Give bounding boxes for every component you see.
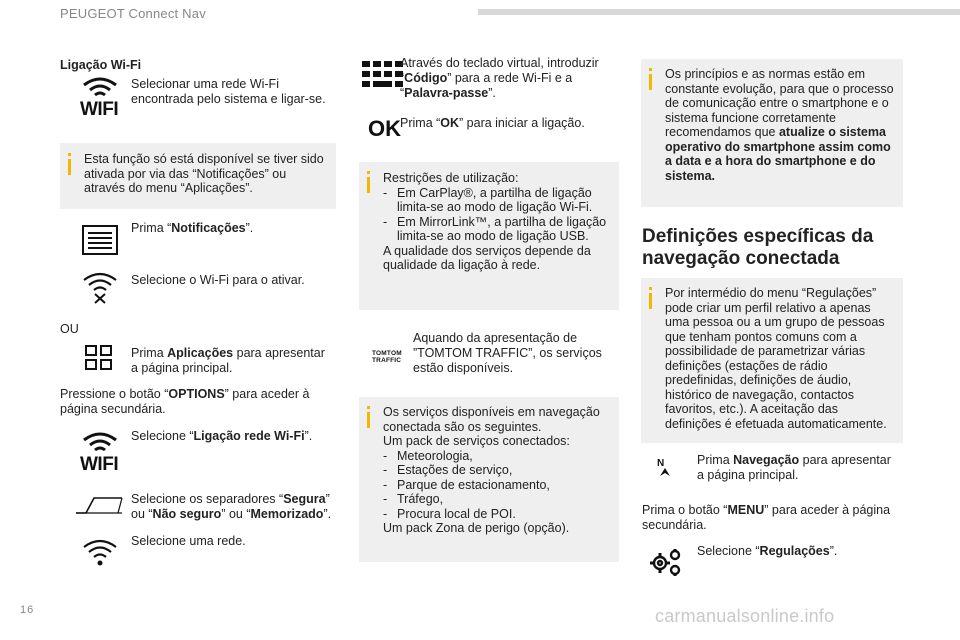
notifications-icon [80, 224, 120, 260]
tomtom-traffic-text: Aquando da apresentação de ”TOMTOM TRAFFIC”, os serviços estão disponíveis. [413, 331, 602, 375]
step-settings: Selecione “Regulações”. [697, 544, 838, 558]
info-note-smartphone [641, 59, 903, 207]
tab-separator-icon [74, 495, 124, 519]
list-item: - Parque de estacionamento, [383, 477, 550, 492]
info-note-settings [641, 278, 903, 443]
section-heading-wifi: Ligação Wi-Fi [60, 58, 142, 72]
page-number: 16 [20, 604, 35, 616]
note-bar [367, 177, 370, 193]
step-options: Pressione o botão “OPTIONS” para aceder à página secundária. [60, 387, 310, 416]
note-dot [367, 171, 370, 174]
header-bar [478, 9, 960, 15]
navigation-icon [656, 456, 676, 482]
wifi-icon [78, 75, 122, 121]
step-select-network-2: Selecione uma rede. [131, 534, 246, 548]
info-note-services [359, 397, 619, 562]
info-note-availability [60, 143, 336, 209]
step-wifi-connection: Selecione “Ligação rede Wi-Fi”. [131, 429, 313, 443]
note-text: Esta função só está disponível se tiver sido ativada por via das “Notificações” ou através do menu “Aplicações”. [84, 152, 324, 195]
step-navigation: Prima Navegação para apresentar a página principal. [697, 453, 891, 482]
note-bar [68, 159, 71, 175]
step-activate-wifi: Selecione o Wi-Fi para o ativar. [131, 273, 305, 287]
wifi-network-icon [80, 537, 120, 571]
list-item: - Procura local de POI. [383, 506, 516, 521]
note-bar [367, 412, 370, 428]
note-bar [649, 293, 652, 309]
step-select-tabs: Selecione os separadores “Segura” ou “Não seguro” ou “Memorizado”. [131, 492, 332, 521]
svg-text:N: N [657, 458, 665, 469]
note-bar [649, 74, 652, 90]
wifi-label: WIFI [80, 99, 119, 120]
info-note-restrictions [359, 162, 619, 310]
ok-icon: OK [368, 116, 401, 141]
wifi-icon [78, 430, 122, 476]
or-label: OU [60, 322, 79, 336]
step-notifications: Prima “Notificações”. [131, 221, 254, 235]
note-dot [649, 68, 652, 71]
step-keyboard: Através do teclado virtual, introduzir “Código” para a rede Wi-Fi e a “Palavra-passe”. [400, 56, 599, 100]
list-item: - Meteorologia, [383, 448, 473, 463]
note-dot [367, 406, 370, 409]
step-select-network: Selecionar uma rede Wi-Fi encontrada pelo sistema e ligar-se. [131, 77, 326, 106]
running-header: PEUGEOT Connect Nav [60, 6, 206, 21]
note-dot [649, 287, 652, 290]
section-title-connected-nav: Definições específicas da navegação conectada [642, 226, 874, 269]
step-ok: Prima “OK” para iniciar a ligação. [400, 116, 585, 130]
step-apps: Prima Aplicações para apresentar a página principal. [131, 346, 325, 375]
wifi-label: WIFI [80, 454, 119, 475]
wifi-settings-icon [80, 270, 120, 310]
note-dot [68, 153, 71, 156]
keyboard-icon [362, 60, 404, 94]
list-item: - Tráfego, [383, 492, 444, 506]
apps-grid-icon [84, 344, 114, 376]
note-text: Os princípios e as normas estão em constante evolução, para que o processo de comunicação entre o smartphone e o sistema funcione corretamente recomendamos que atualize o sistema operativo do smartphone assim como a data e a hora do smartphone e do sistema. [665, 67, 894, 183]
note-text: Os serviços disponíveis em navegação conectada são os seguintes. Um pack de serviços conectados: - Meteorologia, - Estações de serviço, - Parque de estacionamento, - Tráfego, - Procura local de POI. Um pack Zona de perigo (opção). [383, 405, 611, 536]
step-menu: Prima o botão “MENU” para aceder à página secundária. [642, 503, 891, 532]
settings-gear-icon [648, 546, 684, 582]
note-text: Restrições de utilização: - Em CarPlay®, a partilha de ligação limita-se ao modo de ligação Wi-Fi. - Em MirrorLink™, a partilha de ligação limita-se ao modo de ligação USB. A qualidade dos serviços depende da qualidade da ligação à rede. [383, 171, 607, 272]
note-text: Por intermédio do menu “Regulações” pode criar um perfil relativo a apenas uma pessoa ou a um grupo de pessoas que tenham pontos comuns com a possibilidade de parametrizar várias definições (estações de rádio predefinidas, definições de áudio, histórico de navegação, contactos favoritos, etc.). A aceitação das definições é efetuada automaticamente. [665, 286, 887, 431]
watermark: carmanualsonline.info [655, 606, 835, 626]
list-item: - Estações de serviço, [383, 463, 513, 477]
tomtom-traffic-icon: TOMTOM TRAFFIC [372, 350, 402, 364]
